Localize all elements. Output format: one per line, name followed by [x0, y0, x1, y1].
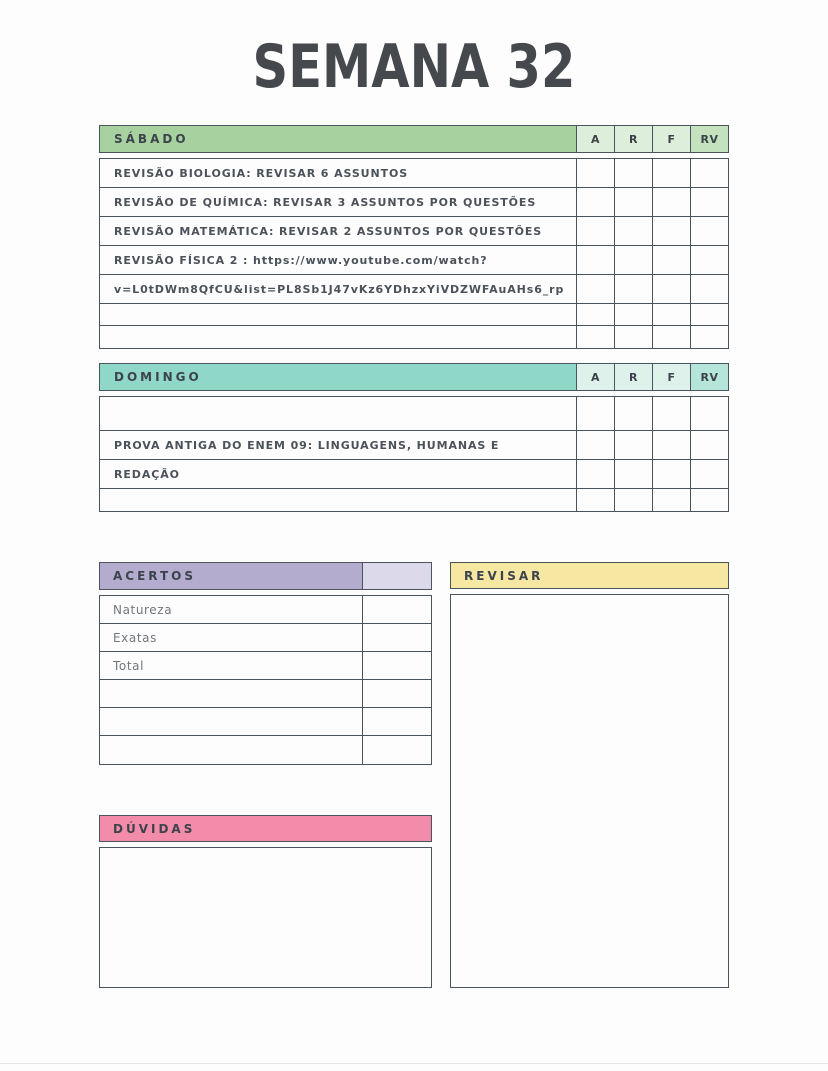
acertos-header [99, 562, 432, 590]
check-cell-a[interactable] [576, 159, 614, 187]
check-cell-rv[interactable] [690, 489, 728, 511]
page-bottom-edge [0, 1063, 828, 1064]
saturday-rows [99, 158, 729, 349]
check-cell-r[interactable] [614, 188, 652, 216]
score-row [100, 596, 431, 624]
score-row-empty [100, 736, 431, 764]
check-cell-r[interactable] [614, 159, 652, 187]
check-cell-a[interactable] [576, 397, 614, 430]
check-cell-r[interactable] [614, 489, 652, 511]
duvidas-header [99, 815, 432, 842]
check-cell-a[interactable] [576, 246, 614, 274]
check-cell-a[interactable] [576, 304, 614, 325]
saturday-label: SÁBADO [100, 126, 576, 152]
check-cell-rv[interactable] [690, 397, 728, 430]
score-value-cell[interactable] [362, 596, 431, 623]
check-cell-r[interactable] [614, 217, 652, 245]
sunday-section [99, 363, 729, 512]
duvidas-box [99, 815, 432, 988]
check-cell-a[interactable] [576, 489, 614, 511]
task-text: v=L0tDWm8QfCU&list=PL8Sb1J47vKz6YDhzxYiVDZWFAuAHs6_rp [114, 282, 565, 296]
check-cell-r[interactable] [614, 326, 652, 348]
saturday-section [99, 125, 729, 349]
score-row [100, 624, 431, 652]
check-cell-f[interactable] [652, 188, 690, 216]
check-cell-a[interactable] [576, 275, 614, 303]
check-col-a: A [576, 126, 614, 152]
check-cell-rv[interactable] [690, 304, 728, 325]
acertos-label: ACERTOS [100, 563, 362, 589]
score-label: Total [113, 658, 145, 673]
check-cell-r[interactable] [614, 460, 652, 488]
sunday-header [99, 363, 729, 391]
task-text [100, 304, 576, 325]
task-row-empty [100, 304, 728, 326]
check-cell-rv[interactable] [690, 326, 728, 348]
score-label [100, 680, 362, 707]
check-cell-rv[interactable] [690, 460, 728, 488]
check-col-f: F [652, 126, 690, 152]
acertos-header-value-cell [362, 563, 431, 589]
revisar-header [450, 562, 729, 589]
check-cell-f[interactable] [652, 460, 690, 488]
revisar-label: REVISAR [464, 568, 544, 583]
task-row-empty [100, 397, 728, 431]
check-col-r: R [614, 126, 652, 152]
check-cell-f[interactable] [652, 159, 690, 187]
task-row-empty [100, 326, 728, 348]
task-text [100, 326, 576, 348]
check-col-r: R [614, 364, 652, 390]
check-col-a: A [576, 364, 614, 390]
score-label: Exatas [113, 630, 157, 645]
duvidas-notes-area[interactable] [99, 847, 432, 988]
check-cell-a[interactable] [576, 431, 614, 459]
score-label [100, 736, 362, 764]
task-row-empty [100, 489, 728, 511]
check-cell-r[interactable] [614, 304, 652, 325]
task-row [100, 275, 728, 304]
score-label [100, 708, 362, 735]
sunday-label: DOMINGO [100, 364, 576, 390]
task-text [100, 489, 576, 511]
check-cell-f[interactable] [652, 246, 690, 274]
task-text: REVISÃO MATEMÁTICA: REVISAR 2 ASSUNTOS POR QUESTÕES [114, 224, 543, 238]
check-cell-a[interactable] [576, 188, 614, 216]
check-cell-r[interactable] [614, 275, 652, 303]
sunday-rows [99, 396, 729, 512]
task-text: REVISÃO FÍSICA 2 : https://www.youtube.com/watch? [114, 253, 488, 267]
task-row [100, 246, 728, 275]
check-col-rv: RV [690, 364, 728, 390]
check-cell-f[interactable] [652, 397, 690, 430]
week-schedule [99, 125, 729, 512]
check-cell-rv[interactable] [690, 188, 728, 216]
task-row [100, 431, 728, 460]
check-cell-f[interactable] [652, 217, 690, 245]
score-value-cell[interactable] [362, 708, 431, 735]
score-value-cell[interactable] [362, 680, 431, 707]
task-text [100, 397, 576, 430]
check-cell-r[interactable] [614, 431, 652, 459]
task-text: REVISÃO DE QUÍMICA: REVISAR 3 ASSUNTOS POR QUESTÕES [114, 195, 537, 209]
saturday-header [99, 125, 729, 153]
check-cell-f[interactable] [652, 304, 690, 325]
task-row [100, 159, 728, 188]
check-col-f: F [652, 364, 690, 390]
check-cell-f[interactable] [652, 489, 690, 511]
check-cell-f[interactable] [652, 275, 690, 303]
check-cell-f[interactable] [652, 431, 690, 459]
acertos-table [99, 562, 432, 765]
check-cell-rv[interactable] [690, 275, 728, 303]
revisar-box [450, 562, 729, 988]
score-row-empty [100, 708, 431, 736]
task-row [100, 217, 728, 246]
check-cell-rv[interactable] [690, 217, 728, 245]
score-value-cell[interactable] [362, 652, 431, 679]
page-title: SEMANA 32 [252, 31, 576, 101]
score-row [100, 652, 431, 680]
score-value-cell[interactable] [362, 736, 431, 764]
acertos-rows [99, 595, 432, 765]
task-text: PROVA ANTIGA DO ENEM 09: LINGUAGENS, HUMANAS E [114, 438, 500, 452]
score-label: Natureza [113, 602, 173, 617]
check-cell-a[interactable] [576, 217, 614, 245]
check-col-rv: RV [690, 126, 728, 152]
check-cell-rv[interactable] [690, 159, 728, 187]
score-value-cell[interactable] [362, 624, 431, 651]
task-text: REVISÃO BIOLOGIA: REVISAR 6 ASSUNTOS [114, 166, 409, 180]
task-row [100, 460, 728, 489]
check-cell-rv[interactable] [690, 246, 728, 274]
duvidas-label: DÚVIDAS [113, 821, 196, 836]
check-cell-a[interactable] [576, 460, 614, 488]
check-cell-f[interactable] [652, 326, 690, 348]
score-row-empty [100, 680, 431, 708]
revisar-notes-area[interactable] [450, 594, 729, 988]
task-text: REDAÇÃO [114, 467, 180, 481]
task-row [100, 188, 728, 217]
check-cell-rv[interactable] [690, 431, 728, 459]
check-cell-a[interactable] [576, 326, 614, 348]
check-cell-r[interactable] [614, 246, 652, 274]
check-cell-r[interactable] [614, 397, 652, 430]
